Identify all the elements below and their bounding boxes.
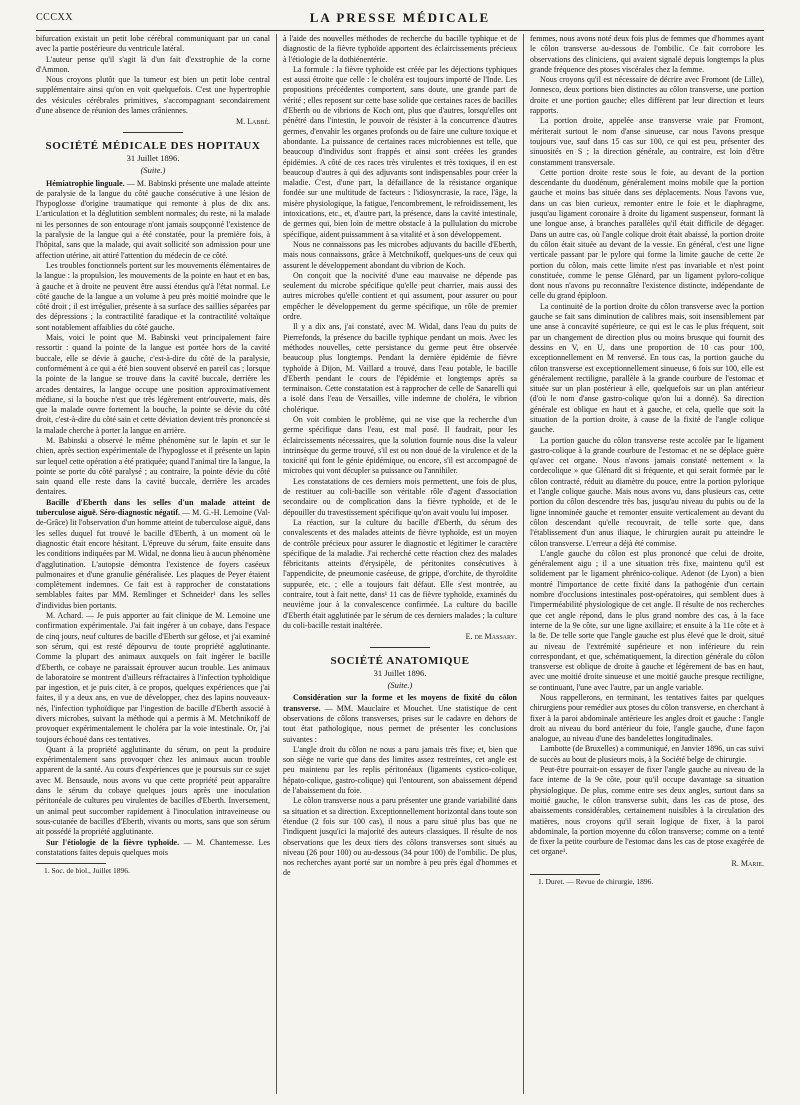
section-subtitle: (Suite.)	[387, 680, 413, 691]
paragraph: Quant à la propriété agglutinante du sérum, on peut la produire expérimentalement sans provoquer chez les animaux aucun trouble apparent de la santé. Au cours d'expériences que je poursuis sur ce sujet avec M. Bensaude, nous avons vu que cette propriété peut apparaître dans le sérum du cobaye quelques jours après une inoculation péritonéale de cultures peu virulentes de bacilles d'Eberth. Inversement, un animal peut succomber rapidement à l'inoculation intraveineuse ou sous-cutanée de bacilles d'Eberth, vivants ou morts, sans que son sérum ait possédé la propriété agglutinante.	[36, 744, 270, 837]
paragraph: La portion gauche du côlon transverse reste accolée par le ligament gastro-colique à la grande courbure de l'estomac et ne se déplace guère qu'avec cet organe. Nous n'avons jamais constaté nettement « la cordecolique » que Glénard dit si fréquente, et qui serait formée par le côlon contracté, réduit au diamètre du pouce, entre la portion pylorique et l'angle colique gauche. Mais nous avons vu, dans plusieurs cas, cette portion du côlon descendre très bas, jusqu'au niveau du pubis ou de la ligne innominée gauche et remonter ensuite verticalement au devant du côlon descendant qu'elle recouvrait, de telle sorte que, dans l'établissement d'un anus iliaque, le chirurgien aurait pu atteindre le côlon transverse. L'erreur a déjà été commise.	[530, 435, 764, 548]
column-right	[530, 34, 764, 1099]
paragraph: Peut-être pourrait-on essayer de fixer l'angle gauche au niveau de la face interne de la 9e côte, pour qu'il occupe davantage sa situation physiologique. De plus, comme entre ses deux angles, surtout dans sa moitié gauche, le côlon transverse subit, dans les cas de ptose, des abaissements considérables, certainement nuisibles à la circulation des matières, nous croyons qu'il serait logique de fixer, à la paroi abdominale, la portion moyenne du côlon transverse; comme on a tenté de fixer la petite courbure de l'estomac dans les cas de ptose exagérée de cet organe¹.	[530, 765, 764, 857]
paragraph: L'angle gauche du côlon est plus prononcé que celui de droite, généralement aigu ; il a une situation très fixe, maintenu qu'il est solidement par le ligament phrénico-colique. Adenot (de Lyon) a bien montré l'importance de cette fixité dans la pathogénie d'un certain nombre d'occlusions intestinales post-opératoires, qui semblent dues à l'imperméabilité physiologique de cet angle. Il résulte de nos recherches que cet angle répond, dans le plus grand nombre des cas, à la face interne de la 9e côte, sur une ligne axillaire; et ensuite à la 11e côte et à la 8e. De telle sorte que l'angle gauche est plus élevé que le droit, situé au niveau de l'extrémité supérieure et non inférieure du rein correspondant, et que, schématiquement, la direction générale du côlon transverse est oblique de droite à gauche et légèrement de bas en haut, avec une moitié droite sinueuse et une moitié gauche presque rectiligne, se continuant, l'une avec l'autre, par un angle variable.	[530, 548, 764, 692]
paragraph	[36, 179, 270, 261]
paragraph: Nous rappellerons, en terminant, les tentatives faites par quelques chirurgiens pour remédier aux ptoses du côlon transverse, en cherchant à fixer à la paroi abdominale antérieure les angles droit et gauche : l'angle droit au niveau du bord antérieur du foie, l'angle gauche, d'une façon analogue, au niveau d'une des bandelettes longitudinales.	[530, 693, 764, 744]
footnote: 1. Soc. de biol., Juillet 1896.	[44, 866, 130, 876]
paragraph: La portion droite, appelée anse transverse vraie par Fromont, mériterait surtout le nom d'anse sinueuse, car nous l'avons presque toujours vue, sauf dans 15 cas sur 100, ce qui est peu, présenter des sinuosités en S ; la direction générale, au contraire, est loin d'être constamment transversale.	[530, 116, 764, 167]
divider	[370, 647, 430, 648]
paragraph: On voit combien le problème, qui ne vise que la recherche d'un germe spécifique dans l'eau, est mal posé. Il faudrait, pour les éclaircissements nécessaires, que la solution fournie nous dise la valeur intrinsèque du germe trouvé, s'il est ou non doué de la virulence et de la toxicité qui font le génie épidémique, ou encore, s'il est accompagné de microbes qui vont décupler sa puissance ou l'annihiler.	[283, 414, 517, 476]
paragraph: Les constatations de ces derniers mois permettent, une fois de plus, de restituer au coli-bacille son véritable rôle d'agent d'association secondaire ou de complication dans la fièvre typhoïde, et de le dépouiller du travestissement spécifique qu'on avait voulu lui imposer.	[283, 476, 517, 517]
column-left	[36, 34, 270, 1099]
paragraph	[36, 838, 270, 859]
author-signature: M. Labbé.	[235, 117, 270, 127]
paragraph-heading: Bacille d'Eberth dans les selles d'un malade atteint de tuberculose aiguë. Séro-diagnostic négatif.	[36, 497, 270, 518]
section-date: 31 Juillet 1896.	[126, 152, 180, 163]
page-number: CCCXX	[36, 12, 73, 23]
section-title: SOCIÉTÉ ANATOMIQUE	[330, 654, 470, 667]
column-rule	[523, 34, 524, 1094]
paragraph: bifurcation existait un petit lobe cérébral communiquant par un canal avec la partie postérieure du ventricule latéral.	[36, 34, 270, 54]
paragraph: La continuité de la portion droite du côlon transverse avec la portion gauche se fait sans diminution de calibres mais, soit insensiblement par une anse à concavité supérieure, ce qui est le cas le plus fréquent, soit par un changement de direction plus ou moins brusque qui fournit des dessins en V, en U, dans une proportion de 10 cas pour 100, exceptionnellement en M renversé. En tous cas, la portion gauche du côlon transverse est exceptionnellement sinueuse, 6 fois sur 100, elle est généralement rectiligne, parallèle à la grande courbure de l'estomac et située sur un plan postérieur à elle, quelquefois sur un plan antérieur (d'où le nom d'anse gastro-colique qu'on lui a donné). Sa direction générale est oblique en haut et à gauche, et cela, quelle que soit la situation de la portion droite, à cause de la fixité de l'angle colique gauche.	[530, 301, 764, 435]
paragraph-text: — M. Babinski présente une malade atteinte de paralysie de la langue du côté gauche consécutive à une lésion de l'hypoglosse d'origine traumatique qui remonte à plus de dix ans. L'articulation et la déglutition semblent normales; du reste, ni la malade ni les personnes de son entourage n'ont jamais soupçonné l'existence de la paralysie de la langue qui a été constatée, pour la première fois, à l'hôpital, sans que la malade, qui avait sollicité son admission pour une affection utérine, ait attiré l'attention du médecin de ce côté.	[36, 178, 270, 260]
paragraph: La formule : la fièvre typhoïde est créée par les déjections typhiques est aussi étroite que celle : le choléra est toujours importé de l'Inde. Les propositions précédentes comportent, sans doute, une grande part de vérité ; elles reposent sur cette base solide que certaines races de bacilles d'Eberth ou de vibrions de Koch ont, plus que d'autres, lorsqu'elles ont pénétré dans l'intestin, le pouvoir de résister à la concurrence d'autres germes, d'envahir les organes profonds ou de faire une culture toxique et abondante. La puissance de certaines races microbiennes est telle, que beaucoup d'individus sont frappés et ainsi sont créées les grandes épidémies. A côté de ces races très virulentes et très toxiques, il en est beaucoup d'autres à qui des adjuvants sont indispensables pour créer la maladie. C'est, d'une part, la défaillance de la résistance organique fondée sur une multitude de facteurs : l'idiosyncrasie, la race, l'âge, la misère physiologique, la fatigue, l'encombrement, le refroidissement, les intoxications, etc., et, d'autre part, la présence, dans la cavité intestinale, de germes qui, bien loin de mettre obstacle à la pullulation du microbe spécifique, aident puissamment à sa vitalité et à son développement.	[283, 64, 517, 239]
section-subtitle: (Suite.)	[140, 165, 166, 176]
footnote: 1. Duret. — Revue de chirurgie, 1896.	[538, 877, 654, 887]
paragraph: Nous ne connaissons pas les microbes adjuvants du bacille d'Eberth, mais nous connaissons, grâce à Metchnikoff, quelques-uns de ceux qui assurent le développement abondant du vibrion de Koch.	[283, 239, 517, 270]
footnote-rule	[36, 863, 106, 864]
paragraph: Il y a dix ans, j'ai constaté, avec M. Widal, dans l'eau du puits de Pierrefonds, la présence du bacille typhique pendant un mois. Avec les méthodes nouvelles, cette persistance du germe peut être observée beaucoup plus longtemps. Pendant la dernière épidémie de fièvre typhoïde à Dijon, M. Vaillard a trouvé, dans l'eau potable, le bacille d'Eberth pendant le cours de l'épidémie et longtemps après sa terminaison. Cette constatation est à rapprocher de celle de Sanarelli qui a isolé dans l'eau de Versailles, ville indemne de choléra, le vibrion cholérique.	[283, 322, 517, 414]
page-header	[36, 8, 764, 31]
column-rule	[276, 34, 277, 1094]
paragraph: Nous croyons plutôt que la tumeur est bien un petit lobe central supplémentaire ainsi qu'on en voit quelquefois. C'est une hypertrophie des vésicules cérébrales primitives, s'accompagnant secondairement d'une absence de réunion des lames crâniennes.	[36, 75, 270, 116]
paragraph-text: — M. G.-H. Lemoine (Val-de-Grâce) lit l'observation d'un homme atteint de tuberculose aiguë, dans les selles duquel fut trouvé le bacille d'Eberth, à un moment où le diagnostic était encore hésitant. L'épreuve du sérum, faite ensuite dans les conditions indiquées par M. Widal, ne donna lieu à aucun phénomène d'agglutination. L'autopsie démontra l'existence de foyers caséeux pulmonaires et d'une granulie généralisée. Les plaques de Peyer étaient complètement indemnes. Ce fait est à rapprocher de constatations semblables faites par MM. Remlinger et Schneider¹ dans les selles d'individus bien portants.	[36, 508, 270, 610]
divider	[123, 132, 183, 133]
section-date: 31 Juillet 1896.	[373, 667, 427, 678]
paragraph-heading: Considération sur la forme et les moyens de fixité du côlon transverse.	[283, 693, 517, 713]
footnote-rule	[530, 874, 600, 875]
paragraph: Mais, voici le point que M. Babinski veut principalement faire ressortir : quand la pointe de la langue est portée hors de la cavité buccale, elle se dévie à gauche, c'est-à-dire du côté de la paralysie, conformément à ce qui a été bien souvent observé en pareil cas ; lorsque la pointe de la langue se trouve dans la cavité buccale, derrière les arcades dentaires, la langue occupe une position approximativement médiane, si la bouche n'est que très légèrement entr'ouverte, mais, dès que la malade ouvre fortement la bouche, la pointe se dévie du côté droit, c'est-à-dire du côté sain et cette déviation devient très prononcée si la malade cherche à porter la langue en arrière.	[36, 333, 270, 435]
journal-title: LA PRESSE MÉDICALE	[309, 10, 491, 25]
paragraph: Cette portion droite reste sous le foie, au devant de la portion descendante du duodénum, généralement moins mobile que la portion gauche et moins bas située dans ses déplacements. Nous l'avons vue, dans un cas bien curieux, remonter entre le foie et le diaphragme, jusqu'au ligament coronaire à droite du ligament suspenseur, formant là une longue anse, à branches parallèles qu'il était difficile de dégager. Dans un autre cas, où l'angle colique droit était abaissé, la portion droite du côlon était située au devant de la vessie. En général, c'est une ligne verticale passant par le pylore qui forme la limite gauche de cette 2e portion du côlon, mais cette limite n'est pas invariable et n'est point constituée, comme le pense Glénard, par un ligament pyloro-colique dont nous n'avons pu reconnaître l'existence distincte, indépendante de celle du grand épiploon.	[530, 167, 764, 301]
paragraph: La réaction, sur la culture du bacille d'Eberth, du sérum des convalescents et des malades atteints de fièvre typhoïde, est un moyen de contrôle précieux pour assurer le diagnostic et légitimer le caractère spécifique de la maladie. J'ai recherché cette réaction chez des malades fébricitants atteints d'érysipèle, de péritonites consécutives à l'appendicite, de pneumonie caséeuse, de grippe, d'orchite, de thyroïdite suppurée, etc. ; elle a toujours fait défaut. Elle s'est montrée, au contraire, tout à fait nette, dans¹ 11 cas de fièvre typhoïde, examinés du neuvième jour à la convalescence confirmée. La culture du bacille d'Eberth était agglutinée par le sérum de ces derniers malades ; la culture du coli-bacille restait inaltérée.	[283, 517, 517, 630]
paragraph	[36, 498, 270, 611]
paragraph-text: — M. Chantemesse. Les constatations faites depuis quelques mois	[36, 837, 270, 857]
paragraph: Les troubles fonctionnels portent sur les mouvements élémentaires de la langue : la propulsion, les mouvements de la pointe en haut et en bas, à gauche et à droite ne peuvent être aussi étendus qu'à l'état normal. Le côté gauche de la langue a un volume à peu près moitié moindre que le côté droit ; il est irrégulier, présente à sa surface des saillies séparées par des dépressions ; la contractilité faradique et la contractilité voltaïque sont notablement affaiblies du côté gauche.	[36, 260, 270, 332]
paragraph-text: — MM. Mauclaire et Mouchet. Une statistique de cent observations de côlons transverses, prises sur le cadavre en dehors de tout état pathologique, nous permet de présenter les conclusions suivantes :	[283, 703, 517, 744]
paragraph-heading: Hémiatrophie linguale.	[46, 178, 125, 188]
paragraph: L'auteur pense qu'il s'agit là d'un fait d'exstrophie de la corne d'Ammon.	[36, 54, 270, 74]
author-signature: R. Marie.	[731, 858, 764, 868]
paragraph-heading: Sur l'étiologie de la fièvre typhoïde.	[46, 837, 180, 847]
paragraph: On conçoit que la nocivité d'une eau mauvaise ne dépende pas seulement du microbe spécifique qu'elle peut charrier, mais aussi des autres microbes qu'elle contient et qui assument, pour assurer ou pour empêcher le développement du germe spécifique, un rôle de premier ordre.	[283, 270, 517, 322]
paragraph: M. Achard. — Je puis apporter au fait clinique de M. Lemoine une confirmation expérimentale. J'ai fait ingérer à un cobaye, dans l'espace de cinq jours, neuf cultures de bacille d'Eberth sur gélose, et j'ai examiné son sérum, qui est resté dépourvu de toute propriété agglutinante. Comme la plupart des animaux auxquels on fait ingérer le bacille d'Eberth, ce cobaye ne paraissait éprouver aucun trouble. Les animaux de laboratoire se montrent d'ailleurs réfractaires à l'infection typhoïdique par ingestion, et je puis citer, à ce propos, quelques expériences que j'ai faites, il y a deux ans, en vue de développer, chez des lapins nouveaux-nés, l'infection typhoïdique par l'ingestion de bacille d'Eberth associé à divers microbes, suivant la méthode qui a permis à M. Metchnikoff de provoquer expérimentalement le choléra par la voie intestinale. Or, j'ai toujours échoué dans ces tentatives.	[36, 611, 270, 744]
section-title: SOCIÉTÉ MÉDICALE DES HOPITAUX	[45, 139, 261, 152]
paragraph: M. Babinski a observé le même phénomène sur le lapin et sur le chien, après section expérimentale de l'hypoglosse et il présente un lapin sur lequel cette opération a été pratiquée; quand l'animal tire la langue, la pointe se porte du côté paralysé ; au contraire, la pointe dévie du côté sain quand elle reste dans la cavité buccale, derrière les arcades dentaires.	[36, 435, 270, 497]
paragraph: femmes, nous avons noté deux fois plus de femmes que d'hommes ayant le côlon transverse au-dessous de l'ombilic. Ce fait corrobore les observations des cliniciens, qui avaient signalé depuis longtemps la plus grande fréquence des ptoses viscérales chez la femme.	[530, 34, 764, 74]
author-signature: E. de Massary.	[465, 632, 517, 642]
page-body	[36, 34, 764, 1099]
paragraph: Nous croyons qu'il est nécessaire de décrire avec Fromont (de Lille), Jonnesco, deux portions bien distinctes au côlon transverse, une portion droite et une portion gauche; elles diffèrent par leur direction et leurs rapports.	[530, 75, 764, 116]
paragraph	[283, 693, 517, 744]
paragraph: Le côlon transverse nous a paru présenter une grande variabilité dans sa situation et sa direction. Exceptionnellement horizontal dans toute son étendue (2 fois sur 100 cas), il nous a paru situé plus bas que ne l'indiquent jusqu'ici la majorité des auteurs classiques. Il résulte de nos observations que les deux tiers des côlons transverses sont situés au niveau (26 pour 100) ou au-dessous (34 pour 100) de l'ombilic. De plus, nos recherches ayant porté sur un nombre à peu près égal d'hommes et de	[283, 796, 517, 878]
paragraph: Lambotte (de Bruxelles) a communiqué, en Janvier 1896, un cas suivi de succès au bout de plusieurs mois, à la Société belge de chirurgie.	[530, 744, 764, 764]
paragraph: L'angle droit du côlon ne nous a paru jamais très fixe; et, bien que son siège ne varie que dans des limites assez restreintes, cet angle est peu maintenu par les replis péritonéaux (ligaments cystico-colique, hépato-colique, gastro-colique) qui l'entourent, son abaissement dépend de l'abaissement du foie.	[283, 744, 517, 796]
column-middle	[283, 34, 517, 1099]
paragraph: à l'aide des nouvelles méthodes de recherche du bacille typhique et de diagnostic de la fièvre typhoïde apportent des éclaircissements précieux à l'étiologie de la dothiénentérie.	[283, 34, 517, 64]
